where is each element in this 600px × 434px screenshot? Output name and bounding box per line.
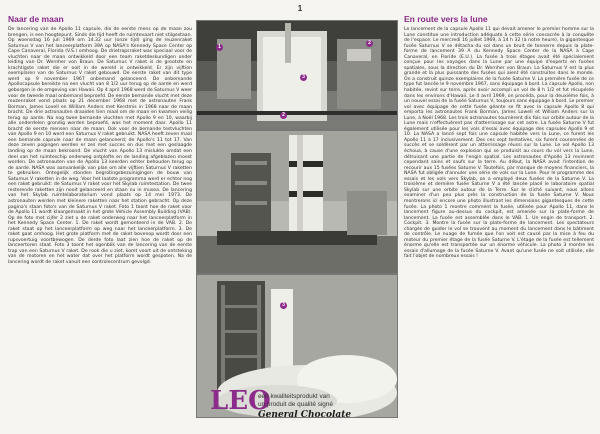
right-title: En route vers la lune [404,14,488,24]
brand-logo: General Chocolate [258,410,352,420]
leo-logo: LEO [210,386,271,416]
page-number: 1 [297,4,303,13]
right-column [404,14,594,260]
photo-assembly [196,20,398,130]
left-title: Naar de maan [8,14,64,24]
photo-rocket-transport [196,130,398,274]
tagline-nl: een kwaliteitsprodukt van [258,393,330,400]
photo-badge-2: 2 [366,40,373,47]
photo-column [196,20,398,416]
photo-badge-3: 3 [300,74,307,81]
photo-badge-bottom: 3 [280,302,287,309]
photo-badge-1: 1 [216,44,223,51]
right-body: Le lancement de la capsule Apollo 11 qui devait amener le premier homme sur la Lune constitue une introduction adéquate à cette série consacrée à la conquête de l'espace. Le mercredi 16 juillet 1969, à 14 h 32 (à notre heure), la gigantesque fusée Saturnus V se détacha du sol dans un bruit de tonnerre depuis la plate-forme de lancement 39 A du Kennedy Space Center de la NASA à Cape Canaveral, en Floride (E.U.). La fusée à trois étages avait été spécialement conçue pour les voyages dans la Lune par une équipe d'experts en fusées spatiales, sous la direction du Dr. Wernher von Braun. La Saturnus V est la plus grande et la plus puissante des fusées qui aient été construites dans le monde. On a construit quinze exemplaires de la fusée Saturne V. La première fusée de ce type fut lancée le 9 novembre 1967, sans équipage à bord. La capsule Apollo, non habitée, revint sur terre, après avoir accompli un vol de 8 h 1/2 et fut récupérée dans les environs d'Hawaii. Le 4 avril 1969, on procéda, pour la deuxième fois, à un nouvel essai de la fusée Saturnus V, toujours sans équipage à bord. Le premier vol avec équipage de cette fusée géante se fit avec la capsule Apollo 8 qui emporta les astronautes Frank Borman, James Lowell et William Anders sur la Lune, à Noël 1968. Les trois astronautes tournèrent dix fois sur orbite autour de la Lune mais n'effectuèrent pas d'atterrissage sur cet astre. La fusée Saturne V fut également utilisée pour les vols d'essai avec équipage des capsules Apollo 9 et 10. La NASA a lancé sept fois une capsule habitée vers la Lune, ce furent les Apollo 11 à 17 inclusivement. Des ces sept tentatives, six furent couronnées de succès et se soldèrent par un atterrissage réussi sur la Lune. Le vol Apollo 13 échoua, à cause d'une explosion qui se produisit au cours du vol vers la Lune, détruisant une partie de l'engin spatial. Les astronautes d'Apollo 13 revinrent cependant sains et saufs sur la terre. Au début, la NASA avait l'intention de recourir aux 15 fusées Saturne V. Toutefois, par manque de moyens financiers, la NASA fut obligée d'annuler une série de vols sur la Lune. Pour le programme des essais et les vols vers Skylab, on a employé deux fusées de la Saturne V. La troisième et dernière fusée Saturne V a été lancée placé le laboratoire spatial Skylab sur une orbite autour de la Terre. Sur le cliché suivant, nous allons examiner d'un peu plus près la construction de la fusée Saturne V. Nous montrerons ici encore une photo illustrant les dimensions gigantesques de cette fusée. La photo 1 montre comment la fusée, utilisée pour Apollo 11, dans le lancement figure au-dessus du cockpit, est amenée sur la plate-forme de lancement. La fusée est assemblée dans le VAB. 1. Un engin de transport. 2. Cockpit. 3. Montre la fusée sur la plate-forme de lancement. Les spectateurs chargés de guider le vol se trouvent au moment du lancement dans le bâtiment de contrôle. Le nuage de fumée que l'on voit est causé par la mise à feu du moteur du premier étage de la fusée Saturne V. L'étage de la fusée est tellement énorme qu'elle est transportée sur un énorme véhicule. La photo 3 montre les essais d'allumage de la fusée Saturne V. Avant qu'une fusée ne soit utilisée, elle fait l'objet de nombreux essais ! [404,27,594,260]
tagline [258,393,333,408]
tagline-fr: un produit de qualité signé [258,400,333,408]
left-column [8,14,192,266]
photo-badge-middle: 2 [280,112,287,119]
left-body: De lancering van de Apollo 11 capsule, die de eerste mens op de maan zou brengen, is een hoogtepunt. Sinds die tijd heeft de ruimtevaart niet stilgestaan. Op woensdag 16 juli 1969 om 14.32 uur (onze tijd) ging de reuzenraket Saturnus V van het lanceerplatform 39A op NASA's Kennedy Space Center op Cape Canaveral, Florida (V.S.) omhoog. De drietrapsraket was speciaal voor de vluchten naar de maan ontwikkeld door een team raketdeskundigen onder leiding van Dr. Wernher von Braun. De Saturnus V raket is de grootste en krachtigste raket die er ooit in de wereld is ontwikkeld. Er zijn vijftien exemplaren van de Saturnus V raket gebouwd. De eerste raket van dit type werd op 9 november 1967 onbemand gelanceerd. De onbemande Apollocapsule bereikte na een vlucht van 8 1/2 uur terug op de aarde en werd geborgen in de omgeving van Hawaii. Op 4 april 1968 werd de Saturnus V weer voor de tweede maal onbemand beproefd. De eerste bemande vlucht met deze reuzenraket vond plaats op 21 december 1968 met de astronauten Frank Borman, James Lovell en William Anders met Kerstmis in 1968 naar de maan bracht. De drie astronauten draaiden tien maal om de maan en kwamen veilig terug op aarde. Na nog twee bemande vluchten met Apollo 9 en 10, waarbij alle onderdelen grondig werden beproefd, was het moment daar. Apollo 11 bracht de eerste mensen naar de maan. Ook voor de bemande testvluchten van Apollo 9 en 10 werd een Saturnus V raket gebruikt. NASA heeft zeven maal een bemande capsule naar de maan gelanceerd; de Apollo's 11 tot 17. Van deze zeven pogingen werden er zes met succes en dus met een geslaagde landing op de maan bekroond. De vlucht van Apollo 13 mislukte omdat een deel van het ruimteschip onderweg ontplofte en de landing afgeblazen moest worden. De astronauten van de Apollo 13 keerden echter behouden terug op de aarde. NASA was aanvankelijk van plan om alle vijftien Saturnus V raketten te gebruiken. Ontegelijk stonden begrotingsbezuinigingen de bouw van Saturnus V raketten in de weg. Voor het laatste programma werd er echter nog een raket gebruikt: de Saturnus V raket voor het Skylab ruimtestation. De twee resterende raketten zijn nooit gelanceerd en staan nu in musea. De lancering van het Skylab ruimtelaboratorium vond plaats op 14 mei 1973. De astronauten werden met kleinere raketten naar het station gebracht. Op deze pagina's staan foto's van de Saturnus V raket. Foto 1 toont hoe de raket voor de Apollo 11 wordt klaargemaakt in het grote Vehicle Assembly Building (VAB). Op de foto met cijfer 2 ziet u de raket onderweg naar het lanceerplatform in het Kennedy Space Center. 1. De raket wordt gemonteerd in de VAB. 2. De raket staat op het lanceerplatform op weg naar het lanceerplatform. 3. De raket gaat omhoog. Het grote platform met de raket bovenop wordt door een rupsvoertuig voortbewogen. De derde foto laat zien hoe de raket op de lanceertoren staat. Foto 3 toont het ogenblik van de lancering van de eerste trap van een Saturnus V raket. De rook die u ziet, komt voort uit de ontsteking van de motoren en het water dat over het platform wordt gespoten. Na de lancering wordt de raket vanuit een controlecentrum gevolgd. [8,27,192,265]
